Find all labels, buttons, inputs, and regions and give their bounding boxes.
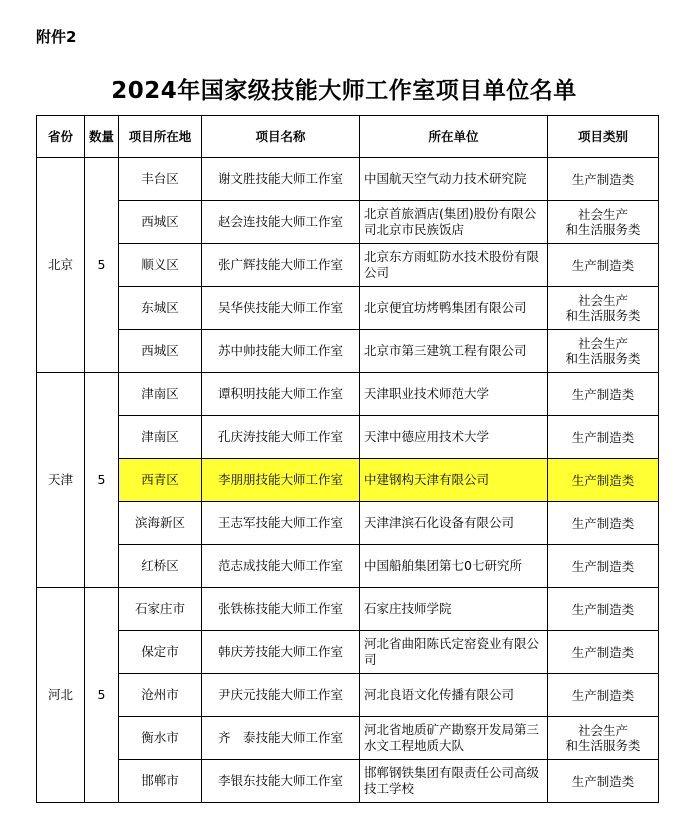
unit-cell-text: 天津津滨石化设备有限公司 (364, 515, 515, 530)
district-cell-text: 石家庄市 (134, 601, 185, 616)
unit-cell-text: 中国航天空气动力技术研究院 (364, 171, 527, 186)
project-name-cell-text: 吴华侠技能大师工作室 (217, 300, 343, 315)
unit-cell (360, 373, 548, 416)
unit-cell-text: 北京市第三建筑工程有限公司 (364, 343, 527, 358)
district-cell-text: 沧州市 (141, 687, 179, 702)
category-cell-text: 生产制造类 (571, 558, 635, 574)
unit-cell-text: 中国船舶集团第七0七研究所 (364, 558, 522, 573)
unit-cell (360, 760, 548, 803)
project-name-cell-text: 李银东技能大师工作室 (217, 773, 343, 788)
project-name-cell-text: 韩庆芳技能大师工作室 (217, 644, 343, 659)
project-name-cell (202, 244, 360, 287)
category-cell-text: 生产制造类 (571, 171, 635, 187)
table-row (37, 459, 659, 502)
category-cell-text: 社会生产 和生活服务类 (565, 293, 641, 323)
table-row (37, 674, 659, 717)
table-row (37, 244, 659, 287)
unit-cell-text: 天津职业技术师范大学 (364, 386, 490, 401)
unit-cell (360, 588, 548, 631)
district-cell-text: 西青区 (141, 472, 179, 487)
district-cell (119, 760, 202, 803)
project-name-cell-text: 孔庆涛技能大师工作室 (217, 429, 343, 444)
project-name-cell (202, 760, 360, 803)
category-cell-text: 社会生产 和生活服务类 (565, 207, 641, 237)
district-cell (119, 373, 202, 416)
province-cell: 北京 (37, 158, 85, 373)
unit-cell (360, 158, 548, 201)
district-cell-text: 顺义区 (141, 257, 179, 272)
column-header-district: 项目所在地 (119, 116, 202, 158)
project-name-cell (202, 459, 360, 502)
district-cell (119, 717, 202, 760)
unit-cell (360, 717, 548, 760)
project-name-cell-text: 齐 泰技能大师工作室 (217, 730, 343, 745)
project-name-cell (202, 717, 360, 760)
category-cell (548, 674, 659, 717)
province-cell: 天津 (37, 373, 85, 588)
project-name-cell-text: 张铁栋技能大师工作室 (217, 601, 343, 616)
table-row (37, 545, 659, 588)
unit-cell-text: 中建钢构天津有限公司 (364, 472, 490, 487)
unit-cell-text: 北京东方雨虹防水技术股份有限公司 (364, 249, 540, 280)
project-name-cell (202, 416, 360, 459)
project-name-cell-text: 谢文胜技能大师工作室 (217, 171, 343, 186)
district-cell-text: 东城区 (141, 300, 179, 315)
table-row (37, 330, 659, 373)
category-cell (548, 287, 659, 330)
category-cell (548, 459, 659, 502)
table-row (37, 158, 659, 201)
category-cell (548, 201, 659, 244)
table-row (37, 760, 659, 803)
district-cell (119, 287, 202, 330)
project-name-cell (202, 373, 360, 416)
district-cell-text: 邯郸市 (141, 773, 179, 788)
project-name-cell (202, 545, 360, 588)
category-cell (548, 717, 659, 760)
district-cell-text: 西城区 (141, 343, 179, 358)
project-name-cell-text: 李朋朋技能大师工作室 (217, 472, 343, 487)
district-cell (119, 502, 202, 545)
district-cell (119, 330, 202, 373)
category-cell-text: 社会生产 和生活服务类 (565, 336, 641, 366)
unit-cell (360, 674, 548, 717)
unit-cell-text: 北京便宜坊烤鸭集团有限公司 (364, 300, 527, 315)
district-cell (119, 631, 202, 674)
unit-cell (360, 502, 548, 545)
table-body (37, 158, 659, 803)
unit-cell-text: 北京首旅酒店(集团)股份有限公司北京市民族饭店 (364, 206, 537, 237)
district-cell (119, 588, 202, 631)
unit-cell (360, 459, 548, 502)
category-cell-text: 生产制造类 (571, 601, 635, 617)
unit-cell (360, 631, 548, 674)
category-cell (548, 416, 659, 459)
table-row (37, 717, 659, 760)
district-cell (119, 674, 202, 717)
category-cell (548, 545, 659, 588)
unit-cell-text: 河北省地质矿产勘察开发局第三水文工程地质大队 (364, 722, 540, 753)
table-row (37, 631, 659, 674)
district-cell-text: 红桥区 (141, 558, 179, 573)
district-cell-text: 滨海新区 (134, 515, 185, 530)
column-header-unit: 所在单位 (360, 116, 548, 158)
project-name-cell (202, 502, 360, 545)
category-cell-text: 生产制造类 (571, 429, 635, 445)
district-cell-text: 保定市 (141, 644, 179, 659)
table-row (37, 287, 659, 330)
province-cell: 河北 (37, 588, 85, 803)
category-cell-text: 生产制造类 (571, 773, 635, 789)
district-cell (119, 158, 202, 201)
column-header-province: 省份 (37, 116, 85, 158)
district-cell-text: 津南区 (141, 386, 179, 401)
district-cell (119, 545, 202, 588)
unit-cell (360, 330, 548, 373)
category-cell (548, 631, 659, 674)
project-name-cell-text: 谭积明技能大师工作室 (217, 386, 343, 401)
district-cell-text: 西城区 (141, 214, 179, 229)
unit-cell-text: 河北省曲阳陈氏定窑瓷业有限公司 (364, 636, 540, 667)
table-row (37, 416, 659, 459)
category-cell-text: 社会生产 和生活服务类 (565, 723, 641, 753)
category-cell-text: 生产制造类 (571, 515, 635, 531)
district-cell (119, 416, 202, 459)
unit-cell-text: 天津中德应用技术大学 (364, 429, 490, 444)
table-row (37, 373, 659, 416)
annex-label: 附件2 (36, 28, 77, 46)
project-name-cell (202, 631, 360, 674)
category-cell (548, 760, 659, 803)
project-name-cell-text: 张广辉技能大师工作室 (217, 257, 343, 272)
category-cell (548, 373, 659, 416)
district-cell (119, 244, 202, 287)
project-name-cell (202, 588, 360, 631)
document-title: 2024年国家级技能大师工作室项目单位名单 (111, 78, 577, 104)
district-cell-text: 丰台区 (141, 171, 179, 186)
project-name-cell (202, 674, 360, 717)
project-name-cell (202, 158, 360, 201)
category-cell-text: 生产制造类 (571, 644, 635, 660)
category-cell (548, 158, 659, 201)
unit-cell-text: 邯郸钢铁集团有限责任公司高级技工学校 (364, 765, 540, 796)
district-cell-text: 津南区 (141, 429, 179, 444)
studio-roster-table (36, 115, 659, 803)
unit-cell (360, 287, 548, 330)
count-cell: 5 (85, 158, 119, 373)
unit-cell (360, 244, 548, 287)
project-name-cell-text: 王志军技能大师工作室 (217, 515, 343, 530)
table-row (37, 502, 659, 545)
category-cell-text: 生产制造类 (571, 472, 635, 488)
unit-cell-text: 河北良语文化传播有限公司 (364, 687, 515, 702)
project-name-cell-text: 赵会连技能大师工作室 (217, 214, 343, 229)
column-header-category: 项目类别 (548, 116, 659, 158)
column-header-project: 项目名称 (202, 116, 360, 158)
count-cell: 5 (85, 588, 119, 803)
category-cell-text: 生产制造类 (571, 257, 635, 273)
table-row (37, 201, 659, 244)
project-name-cell-text: 范志成技能大师工作室 (217, 558, 343, 573)
project-name-cell-text: 苏中帅技能大师工作室 (217, 343, 343, 358)
project-name-cell-text: 尹庆元技能大师工作室 (217, 687, 343, 702)
unit-cell (360, 545, 548, 588)
category-cell (548, 244, 659, 287)
column-header-count: 数量 (85, 116, 119, 158)
category-cell (548, 502, 659, 545)
project-name-cell (202, 330, 360, 373)
unit-cell-text: 石家庄技师学院 (364, 601, 452, 616)
table-header (37, 116, 659, 158)
table-row (37, 588, 659, 631)
category-cell (548, 588, 659, 631)
header-row (37, 116, 659, 158)
project-name-cell (202, 201, 360, 244)
unit-cell (360, 416, 548, 459)
district-cell-text: 衡水市 (141, 730, 179, 745)
unit-cell (360, 201, 548, 244)
count-cell: 5 (85, 373, 119, 588)
category-cell-text: 生产制造类 (571, 687, 635, 703)
district-cell (119, 201, 202, 244)
category-cell (548, 330, 659, 373)
project-name-cell (202, 287, 360, 330)
district-cell (119, 459, 202, 502)
category-cell-text: 生产制造类 (571, 386, 635, 402)
